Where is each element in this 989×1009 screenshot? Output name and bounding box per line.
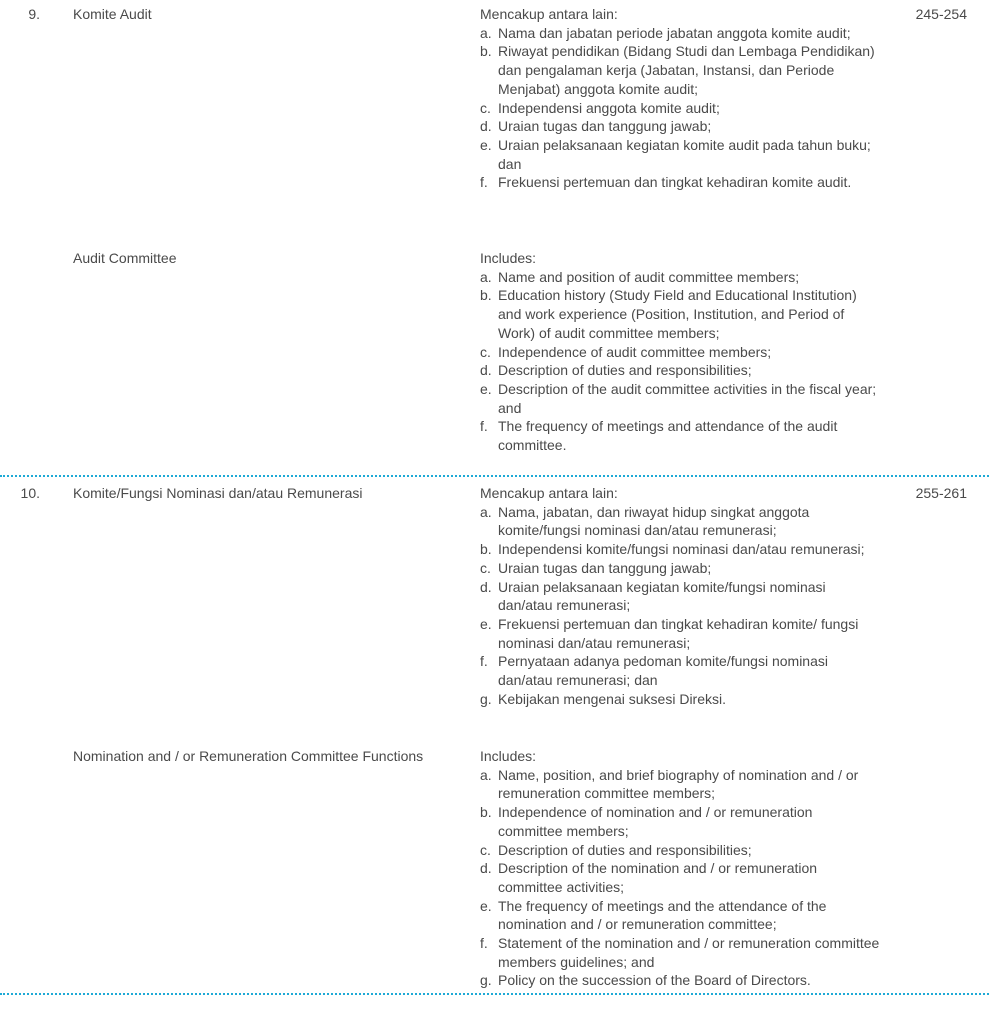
criteria-description-id [480, 5, 880, 192]
list-item: g. Kebijakan mengenai suksesi Direksi. [480, 690, 726, 707]
description-intro: Mencakup antara lain: [480, 6, 618, 22]
list-item: d. Description of duties and responsibilities; [480, 362, 752, 379]
row-divider [0, 993, 989, 995]
list-item: d. Uraian tugas dan tanggung jawab; [480, 118, 712, 135]
list-item: a. Name, position, and brief biography of nomination and / or remuneration committee members; [480, 766, 859, 802]
list-item: d. Uraian pelaksanaan kegiatan komite/fungsi nominasi dan/atau remunerasi; [480, 578, 826, 614]
page-reference: 245-254 [915, 6, 967, 22]
criteria-title-id: Komite Audit [73, 6, 152, 22]
list-item: f. Statement of the nomination and / or remuneration committee members guidelines; and [480, 935, 880, 970]
list-item: c. Independensi anggota komite audit; [480, 99, 720, 116]
list-item: e. Uraian pelaksanaan kegiatan komite audit pada tahun buku; dan [480, 136, 871, 172]
criteria-description-en [480, 747, 880, 990]
description-list [480, 503, 880, 709]
list-item: a. Nama dan jabatan periode jabatan anggota komite audit; [480, 24, 851, 41]
list-item: g. Policy on the succession of the Board of Directors. [480, 972, 811, 989]
criteria-title-en: Nomination and / or Remuneration Committee Functions [73, 748, 424, 764]
page-reference: 255-261 [915, 485, 967, 501]
list-item: b. Riwayat pendidikan (Bidang Studi dan Lembaga Pendidikan) dan pengalaman kerja (Jabatan, Instansi, dan Periode Menjabat) anggota komite audit; [480, 43, 875, 97]
row-divider [0, 475, 989, 477]
criteria-title-en: Audit Committee [73, 250, 177, 266]
description-list [480, 766, 880, 990]
list-item: d. Description of the nomination and / or remuneration committee activities; [480, 860, 818, 895]
list-item: a. Name and position of audit committee members; [480, 268, 800, 285]
list-item: e. Description of the audit committee activities in the fiscal year; and [480, 380, 877, 416]
description-intro: Mencakup antara lain: [480, 485, 618, 501]
list-item: e. The frequency of meetings and the attendance of the nomination and / or remuneration committee; [480, 897, 827, 933]
list-item: b. Independensi komite/fungsi nominasi dan/atau remunerasi; [480, 541, 865, 558]
list-item: b. Independence of nomination and / or remuneration committee members; [480, 804, 813, 839]
criteria-description-en [480, 249, 880, 455]
list-item: b. Education history (Study Field and Educational Institution) and work experience (Position, Institution, and Period of Work) of audit committee members; [480, 287, 857, 341]
description-list [480, 24, 880, 192]
list-item: a. Nama, jabatan, dan riwayat hidup singkat anggota komite/fungsi nominasi dan/atau remunerasi; [480, 503, 810, 539]
list-item: c. Uraian tugas dan tanggung jawab; [480, 559, 712, 576]
list-item: f. Pernyataan adanya pedoman komite/fungsi nominasi dan/atau remunerasi; dan [480, 653, 828, 689]
criteria-description-id [480, 484, 880, 708]
list-item: f. The frequency of meetings and attendance of the audit committee. [480, 418, 838, 454]
list-item: c. Independence of audit committee members; [480, 343, 772, 360]
criteria-title-id: Komite/Fungsi Nominasi dan/atau Remunerasi [73, 485, 363, 501]
list-item: c. Description of duties and responsibilities; [480, 841, 752, 858]
description-intro: Includes: [480, 748, 537, 764]
list-item: f. Frekuensi pertemuan dan tingkat kehadiran komite audit. [480, 174, 852, 191]
list-item: e. Frekuensi pertemuan dan tingkat kehadiran komite/ fungsi nominasi dan/atau remunerasi; [480, 615, 859, 651]
row-number: 10. [20, 485, 40, 501]
description-list [480, 268, 880, 455]
description-intro: Includes: [480, 250, 537, 266]
row-number: 9. [28, 6, 40, 22]
